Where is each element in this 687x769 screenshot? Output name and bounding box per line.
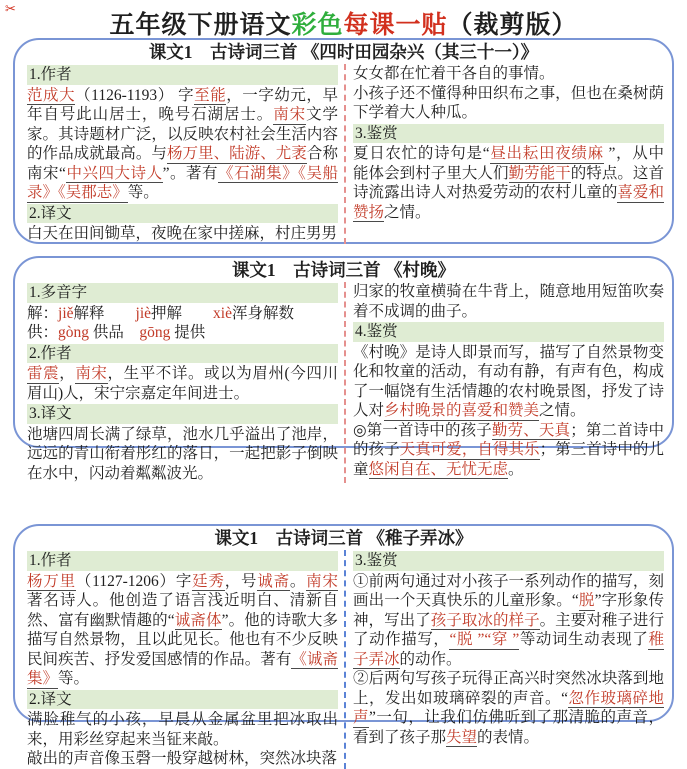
section-label: 3.鉴赏 bbox=[353, 551, 664, 571]
highlighted-text: 勤劳能干 bbox=[508, 164, 571, 182]
section-label: 1.多音字 bbox=[27, 283, 338, 303]
section-label: 1.作者 bbox=[27, 551, 338, 571]
body-text: ①前两句通过对小孩子一系列动作的描写，刻画出一个天真快乐的儿童形象。“ bbox=[353, 572, 664, 609]
paragraph bbox=[353, 421, 664, 480]
body-text: 等动词生动表现了 bbox=[519, 631, 649, 648]
body-text: 女女都在忙着干各自的事情。 bbox=[353, 65, 555, 82]
paragraph bbox=[353, 343, 664, 421]
body-text: 等。 bbox=[58, 670, 90, 687]
highlighted-text: xiè bbox=[213, 304, 232, 322]
highlighted-text: 稚子弄冰 bbox=[353, 631, 664, 668]
paragraph bbox=[27, 364, 338, 403]
paragraph bbox=[27, 749, 338, 769]
body-text: ”。著有 bbox=[162, 164, 219, 182]
body-text: 合称南宋“ bbox=[27, 145, 338, 182]
highlighted-text: “脱 ”“穿 ” bbox=[449, 631, 520, 648]
page-title-black2: （裁剪版） bbox=[447, 12, 578, 39]
body-text: 。 bbox=[289, 572, 307, 590]
highlighted-text: 脱 bbox=[578, 592, 595, 609]
highlighted-text: 至能 bbox=[194, 86, 227, 104]
card-right-column bbox=[344, 64, 666, 244]
body-text: ，号 bbox=[224, 572, 258, 590]
paragraph bbox=[353, 572, 664, 670]
lesson-card-1 bbox=[13, 38, 674, 244]
card-right-column bbox=[344, 550, 666, 769]
lesson-card-2 bbox=[13, 256, 674, 482]
body-text: 池塘四周长满了绿草，池水几乎溢出了池岸，远远的青山衔着彤红的落日，一起把影子倒映在水中，闪动着粼粼波光。 bbox=[27, 425, 338, 482]
body-text: （1126-1193） 字 bbox=[75, 86, 195, 104]
body-text: 夏日农忙的诗句是“ bbox=[353, 145, 490, 162]
card-left-column bbox=[21, 282, 344, 483]
paragraph bbox=[353, 64, 664, 84]
body-text: ”一句，让我们仿佛听到了那清脆的声音，看到了孩子那 bbox=[353, 709, 664, 746]
body-text: 。 bbox=[508, 460, 524, 478]
paragraph bbox=[27, 425, 338, 484]
lesson-card-3 bbox=[13, 524, 674, 767]
highlighted-text: jiě bbox=[58, 304, 74, 322]
body-text: 供品 bbox=[89, 324, 140, 341]
body-text: 提供 bbox=[170, 324, 206, 341]
body-text: （1127-1206）字 bbox=[75, 572, 193, 590]
page-title bbox=[0, 0, 687, 41]
section-label: 2.译文 bbox=[27, 204, 338, 224]
paragraph bbox=[353, 669, 664, 747]
body-text: 敲出的声音像玉磬一般穿越树林，突然冰块落 bbox=[27, 750, 338, 767]
body-text: 供： bbox=[27, 324, 59, 341]
highlighted-text: 《诚斋集》 bbox=[27, 650, 338, 687]
highlighted-text: 勤劳、天真 bbox=[491, 421, 571, 439]
card-left-column bbox=[21, 64, 344, 244]
body-text: ；第二首诗中的孩子 bbox=[353, 421, 664, 458]
paragraph bbox=[353, 282, 664, 321]
paragraph bbox=[27, 572, 338, 689]
section-label: 1.作者 bbox=[27, 65, 338, 85]
body-text: 解： bbox=[27, 304, 59, 322]
body-text: 归家的牧童横骑在牛背上，随意地用短笛吹奏着不成调的曲子。 bbox=[353, 283, 664, 320]
scissors-icon: ✂ bbox=[5, 1, 16, 16]
highlighted-text: 杨万里 bbox=[27, 572, 76, 590]
highlighted-text: 《石湖集》《吴船录》《吴郡志》 bbox=[27, 164, 338, 201]
highlighted-text: gōng bbox=[139, 324, 171, 341]
body-text: 解释 bbox=[73, 304, 136, 322]
body-text: ；第三首诗中的儿童 bbox=[353, 441, 664, 478]
body-text: ，生平不详。或以为眉州(今四川眉山)人，宋宁宗嘉定年间进士。 bbox=[27, 365, 338, 402]
body-text: ②后两句写孩子玩得正高兴时突然冰块落到地上，发出如玻璃碎裂的声音。“ bbox=[353, 670, 664, 707]
highlighted-text: 廷秀 bbox=[192, 572, 225, 590]
highlighted-text: 杨万里、陆游、尤袤 bbox=[166, 145, 307, 162]
highlighted-text: 中兴四大诗人 bbox=[65, 164, 163, 182]
highlighted-text: 诚斋体 bbox=[174, 611, 222, 629]
paragraph bbox=[27, 323, 338, 343]
section-label: 3.鉴赏 bbox=[353, 124, 664, 144]
card-left-column bbox=[21, 550, 344, 769]
body-text: 满脸稚气的小孩，早晨从金属盆里把冰取出来，用彩丝穿起来当钲来敲。 bbox=[27, 711, 338, 748]
section-label: 4.鉴赏 bbox=[353, 322, 664, 342]
highlighted-text: 雷震 bbox=[27, 365, 60, 382]
highlighted-text: jiè bbox=[135, 304, 152, 322]
highlighted-text: 喜爱和赞扬 bbox=[353, 184, 664, 221]
body-text: ◎第一首诗中的孩子 bbox=[353, 421, 492, 439]
paragraph bbox=[353, 144, 664, 222]
body-text: 的表情。 bbox=[477, 728, 540, 746]
body-text: 押解 bbox=[151, 304, 214, 322]
body-text: 的特点。这首诗流露出诗人对热爱劳动的农村儿童的 bbox=[353, 164, 664, 201]
card-right-column bbox=[344, 282, 666, 483]
body-text: 之情。 bbox=[539, 402, 586, 419]
paragraph bbox=[27, 86, 338, 203]
body-text: 之情。 bbox=[384, 203, 431, 221]
section-label: 3.译文 bbox=[27, 404, 338, 424]
body-text: 《村晚》是诗人即景而写，描写了自然景物变化和牧童的活动，有动有静，有声有色，构成了一幅饶有生活情趣的农村晚景图，抒发了诗人对 bbox=[353, 343, 664, 419]
body-text: 白天在田间锄草，夜晚在家中搓麻，村庄男男 bbox=[27, 225, 338, 242]
body-text: 的动作。 bbox=[399, 650, 462, 668]
highlighted-text: 乡村晚景的喜爱和赞美 bbox=[384, 402, 540, 419]
card-header: 课文1 古诗词三首 《四时田园杂兴（其三十一）》 bbox=[148, 42, 539, 62]
page-title-green: 彩色 bbox=[291, 12, 344, 39]
card-header: 课文1 古诗词三首 《稚子弄冰》 bbox=[214, 528, 473, 548]
highlighted-text: 天真可爱，自得其乐 bbox=[399, 441, 540, 458]
highlighted-text: 悠闲自在、无忧无虑 bbox=[368, 460, 509, 478]
highlighted-text: 范成大 bbox=[27, 86, 76, 104]
page-title-red: 每课一贴 bbox=[343, 12, 448, 39]
highlighted-text: 失望 bbox=[446, 728, 478, 746]
body-text: ，一字幼元，早年自号此山居士，晚号石湖居士。 bbox=[27, 86, 338, 123]
highlighted-text: 诚斋 bbox=[257, 572, 290, 590]
body-text: ”字形象传神，写出了 bbox=[353, 592, 664, 629]
body-text: 小孩子还不懂得种田织布之事，但也在桑树荫下学着大人种瓜。 bbox=[353, 84, 664, 121]
body-text: ”，从中能体会到村子里大人们 bbox=[353, 145, 664, 182]
body-text: 著名诗人。他创造了语言浅近明白、清新自然、富有幽默情趣的“ bbox=[27, 592, 338, 629]
highlighted-text: 南宋 bbox=[75, 365, 108, 382]
paragraph bbox=[353, 84, 664, 123]
highlighted-text: 南宋 bbox=[273, 106, 307, 123]
body-text: 浑身解数 bbox=[231, 304, 294, 322]
body-text: 文学家。其诗题材广泛，以反映农村社会生活内容的作品成就最高。与 bbox=[27, 106, 338, 162]
highlighted-text: 南宋 bbox=[306, 572, 338, 590]
highlighted-text: 忽作玻璃碎地声 bbox=[353, 689, 664, 726]
body-text: ”。他的诗歌大多描写自然景物，且以此见长。他也有不少反映民间疾苦、抒发爱国感情的作品。著有 bbox=[27, 611, 338, 668]
paragraph bbox=[27, 710, 338, 749]
body-text: ， bbox=[59, 365, 76, 382]
paragraph bbox=[27, 224, 338, 244]
section-label: 2.译文 bbox=[27, 690, 338, 710]
card-header: 课文1 古诗词三首 《村晚》 bbox=[231, 260, 456, 280]
section-label: 2.作者 bbox=[27, 344, 338, 364]
body-text: 等。 bbox=[127, 184, 159, 201]
page-title-black1: 五年级下册语文 bbox=[109, 12, 292, 39]
paragraph bbox=[27, 304, 338, 324]
highlighted-text: 孩子取冰的样子 bbox=[430, 611, 540, 629]
highlighted-text: gòng bbox=[58, 324, 90, 341]
highlighted-text: 昼出耘田夜绩麻 bbox=[489, 145, 604, 162]
body-text: 。主要对稚子进行了动作描写， bbox=[353, 611, 664, 648]
